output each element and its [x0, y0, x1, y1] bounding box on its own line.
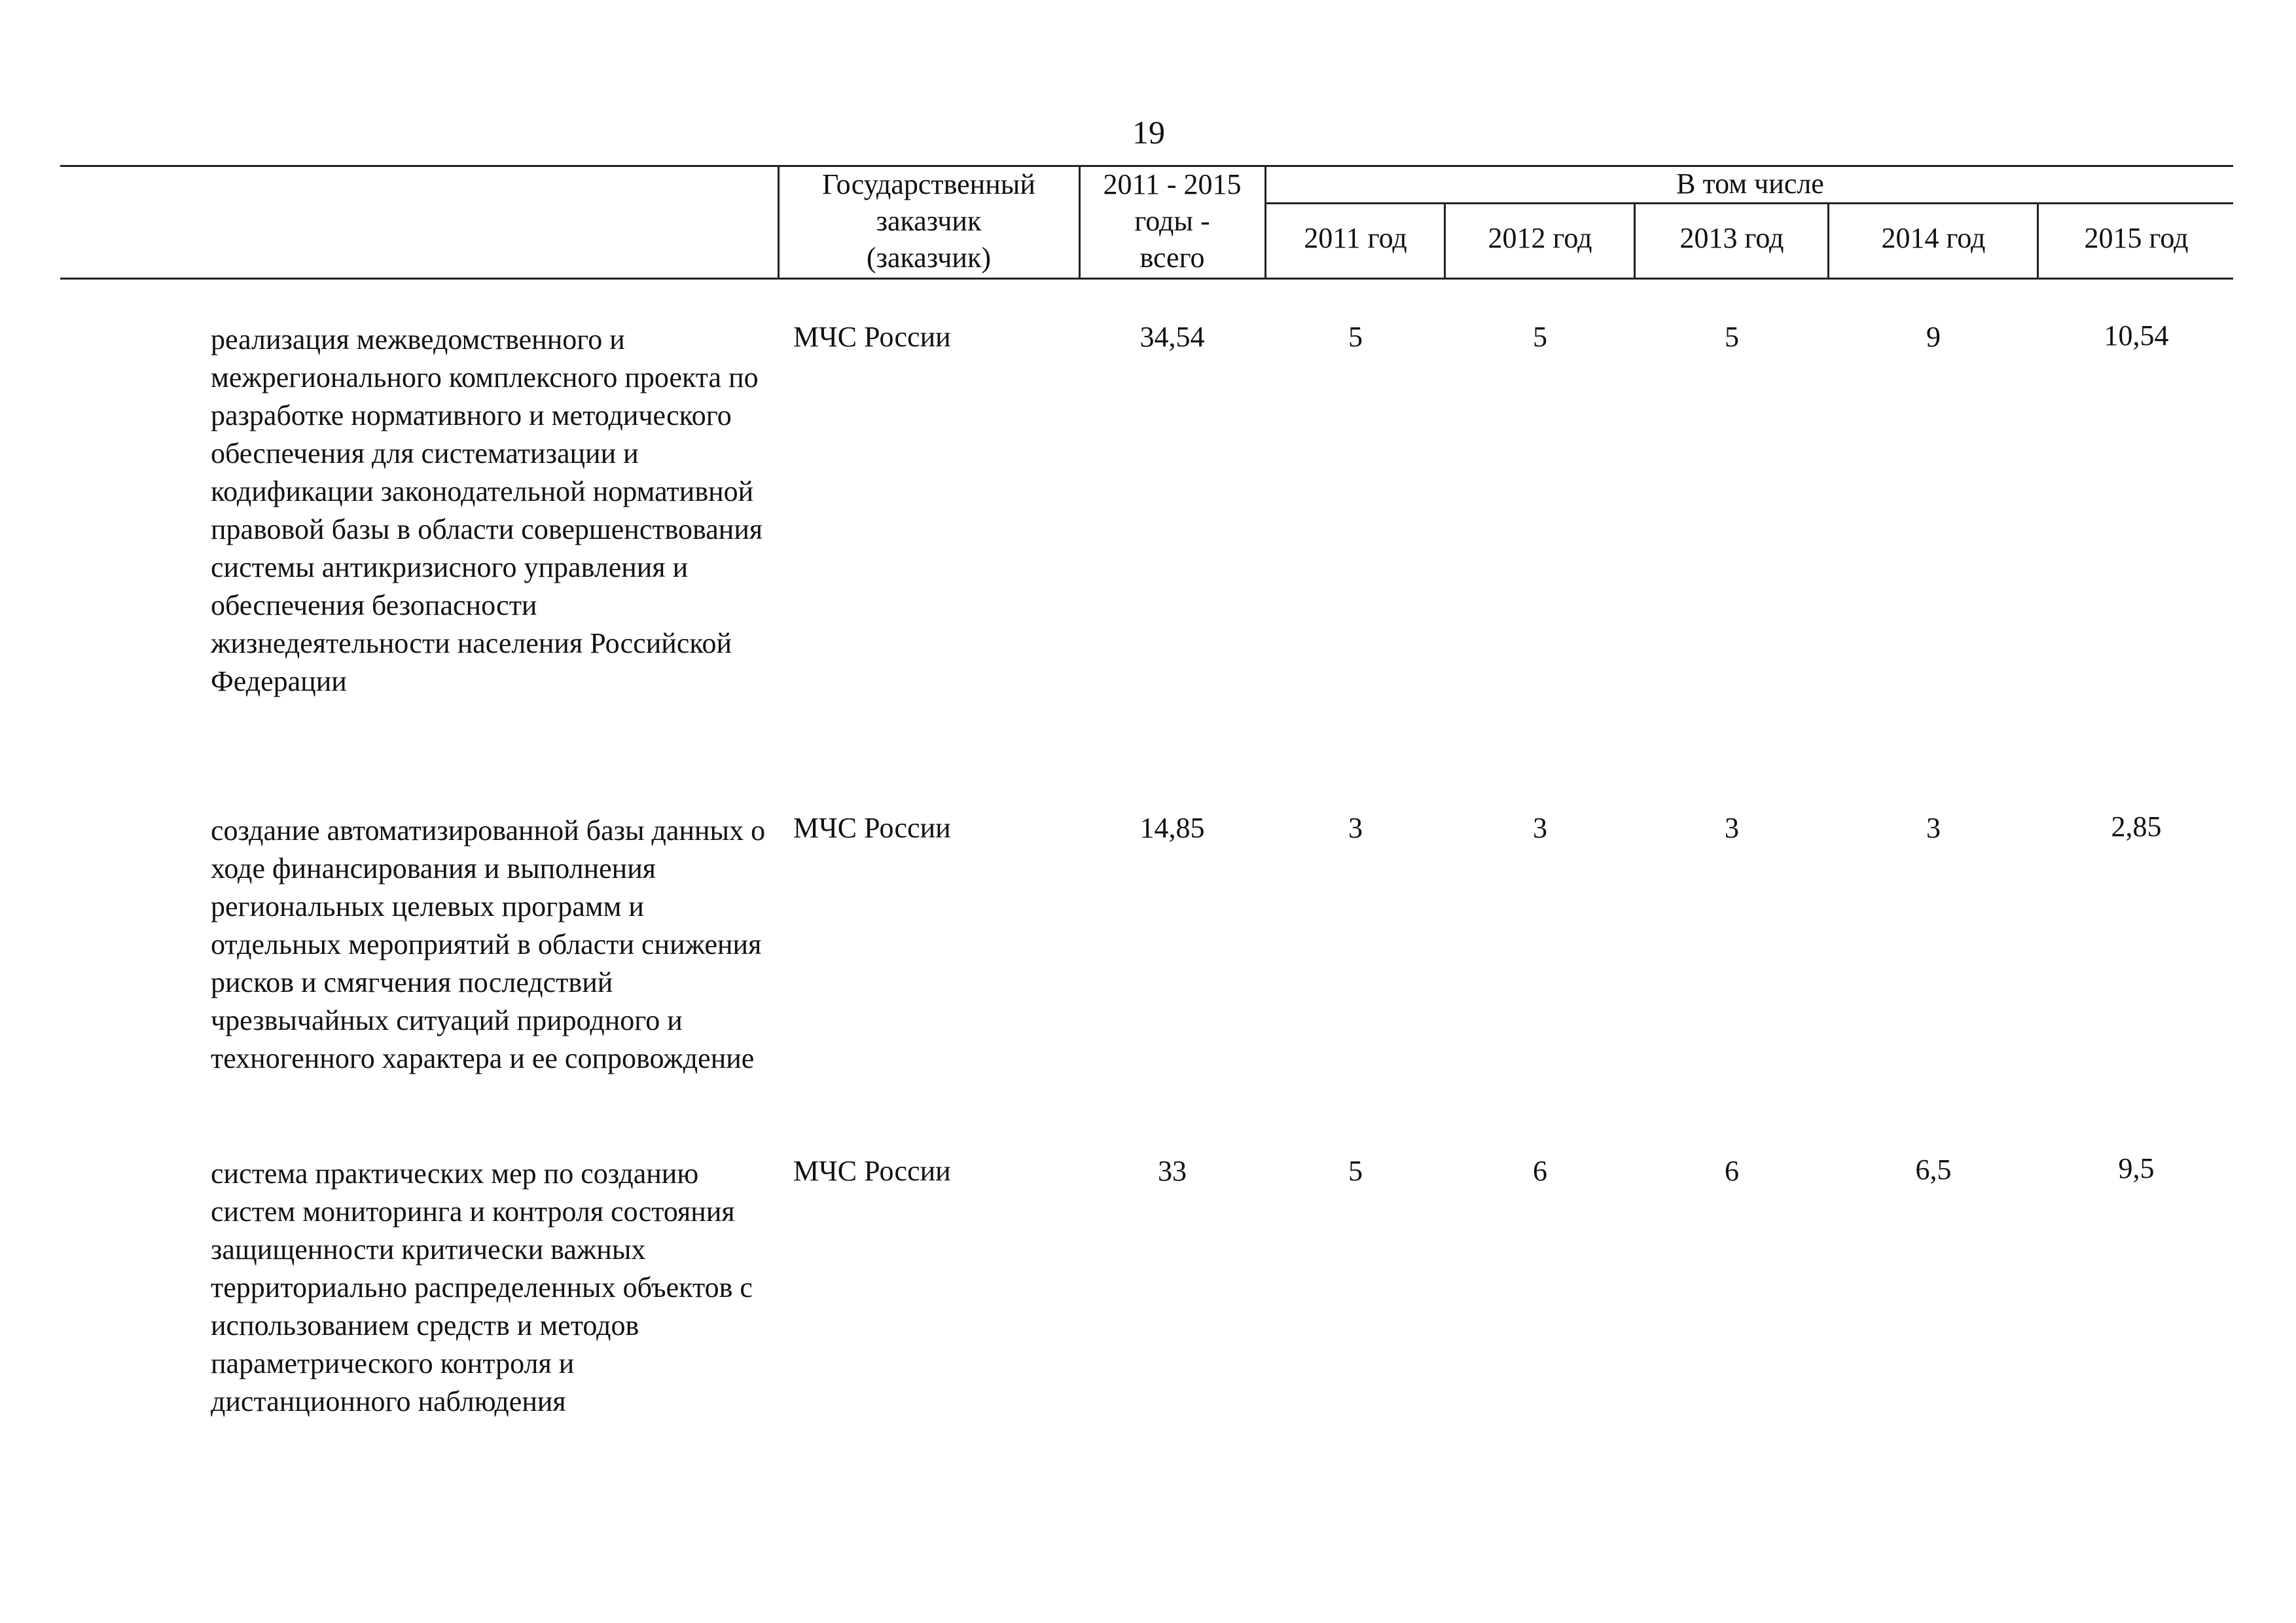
row-customer: МЧС России: [793, 1155, 951, 1187]
row-year-2012: 6: [1533, 1155, 1547, 1187]
column-divider: [1079, 165, 1081, 279]
column-divider: [2037, 202, 2039, 279]
header-customer: Государственный заказчик (заказчик): [822, 168, 1035, 274]
table-header-bottom-rule: [60, 278, 2233, 280]
row-year-2012: 5: [1533, 321, 1547, 353]
years-subheader-rule: [1265, 202, 2233, 204]
header-year-2013: 2013 год: [1679, 222, 1784, 254]
row-total: 14,85: [1139, 812, 1205, 844]
row-year-2015: 10,54: [2104, 319, 2169, 352]
row-year-2013: 6: [1725, 1155, 1739, 1187]
row-customer: МЧС России: [793, 812, 951, 844]
row-year-2014: 6,5: [1915, 1154, 1952, 1186]
row-year-2014: 9: [1926, 321, 1941, 353]
row-year-2015: 2,85: [2111, 811, 2162, 843]
row-year-2012: 3: [1533, 812, 1547, 844]
row-year-2013: 3: [1725, 812, 1739, 844]
column-divider: [1444, 202, 1446, 279]
column-divider: [1827, 202, 1829, 279]
page-number: 19: [1132, 114, 1165, 151]
row-description: реализация межведомственного и межрегионального комплексного проекта по разработке нормативного и методического обеспечения для систематизации и кодификации законодательной нормативной правовой базы в области совершенствования системы антикризисного управления и обеспечения безопасности жизнедеятельности населения Российской Федерации: [211, 323, 763, 697]
row-year-2011: 5: [1348, 321, 1363, 353]
row-total: 33: [1158, 1155, 1187, 1187]
column-divider: [1634, 202, 1636, 279]
row-year-2015: 9,5: [2118, 1152, 2155, 1184]
header-year-2015: 2015 год: [2084, 222, 2189, 254]
column-divider: [1265, 165, 1266, 279]
header-year-2014: 2014 год: [1881, 222, 1986, 254]
column-divider: [778, 165, 780, 279]
row-customer: МЧС России: [793, 321, 951, 353]
row-year-2013: 5: [1725, 321, 1739, 353]
row-year-2011: 3: [1348, 812, 1363, 844]
header-year-2012: 2012 год: [1488, 222, 1592, 254]
row-description: создание автоматизированной базы данных о ходе финансирования и выполнения региональных целевых программ и отдельных мероприятий в области снижения рисков и смягчения последствий чрезвычайных ситуаций природного и техногенного характера и ее сопровождение: [211, 814, 766, 1074]
row-year-2011: 5: [1348, 1155, 1363, 1187]
header-year-2011: 2011 год: [1304, 222, 1407, 254]
row-year-2014: 3: [1926, 812, 1941, 844]
row-description: система практических мер по созданию систем мониторинга и контроля состояния защищенности критически важных территориально распределенных объектов с использованием средств и методов параметрического контроля и дистанционного наблюдения: [211, 1158, 753, 1417]
header-including: В том числе: [1676, 168, 1824, 200]
row-total: 34,54: [1139, 321, 1205, 353]
header-total: 2011 - 2015 годы - всего: [1103, 168, 1242, 274]
